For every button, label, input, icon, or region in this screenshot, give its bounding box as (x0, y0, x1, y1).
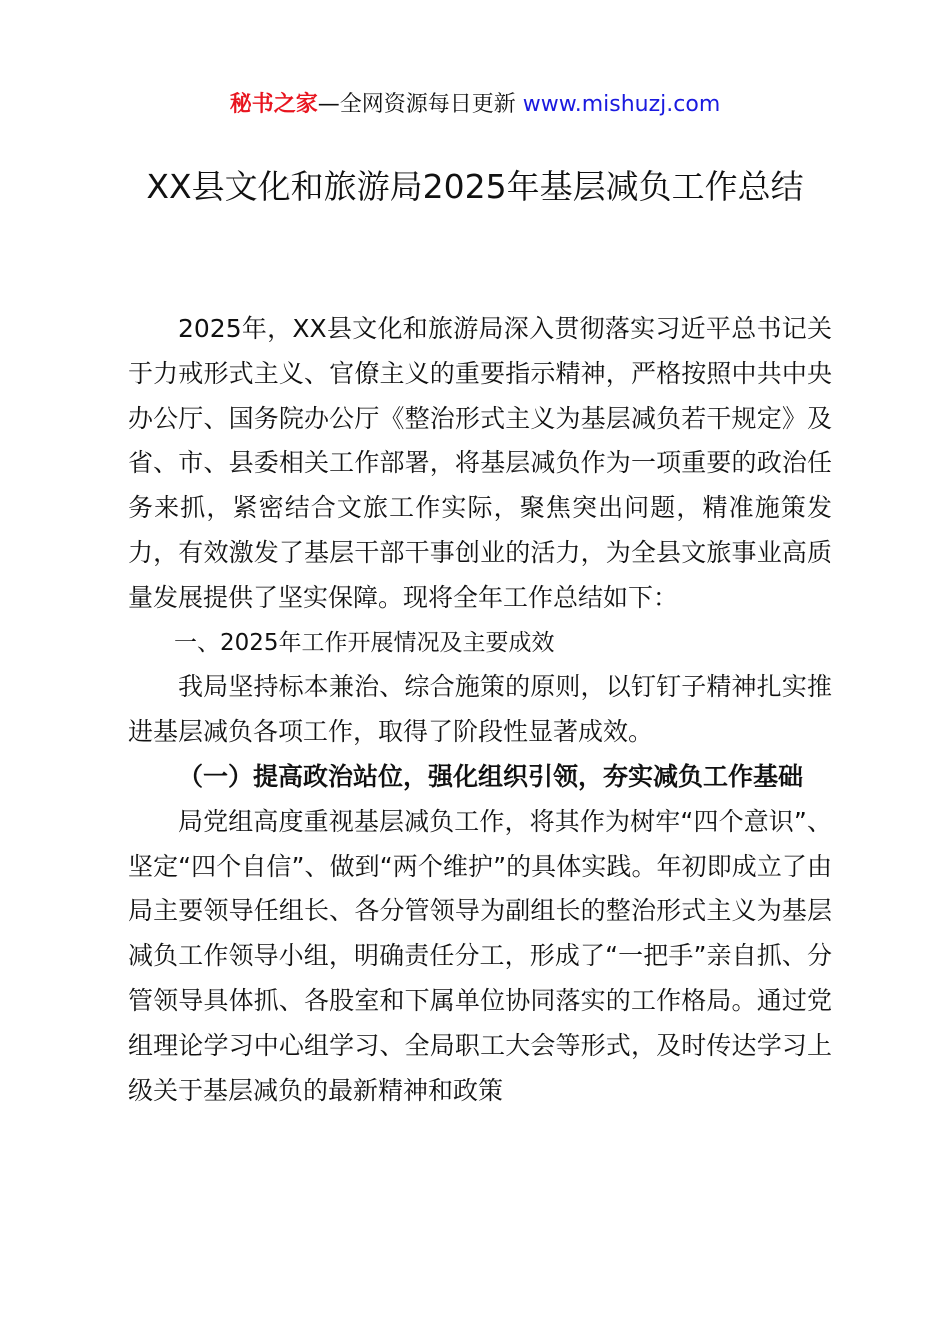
section-heading-1: 一、2025年工作开展情况及主要成效 (174, 629, 555, 656)
intro-paragraph: 2025年，XX县文化和旅游局深入贯彻落实习近平总书记关于力戒形式主义、官僚主义的重要指示精神，严格按照中共中央办公厅、国务院办公厅《整治形式主义为基层减负若干规定》及省、市、县委相关工作部署，将基层减负作为一项重要的政治任务来抓，紧密结合文旅工作实际，聚焦突出问题，精准施策发力，有效激发了基层干部干事创业的活力，为全县文旅事业高质量发展提供了坚实保障。现将全年工作总结如下： (128, 314, 832, 612)
section-1-paragraph: 我局坚持标本兼治、综合施策的原则，以钉钉子精神扎实推进基层减负各项工作，取得了阶段性显著成效。 (128, 672, 832, 747)
brand-name: 秘书之家 (229, 92, 318, 117)
subsection-heading-1: （一）提高政治站位，强化组织引领，夯实减负工作基础 (178, 761, 804, 791)
site-url-link[interactable]: www.mishuzj.com (522, 92, 721, 117)
site-banner (0, 88, 950, 122)
banner-tagline: —全网资源每日更新 (317, 92, 523, 117)
document-title: XX县文化和旅游局2025年基层减负工作总结 (146, 167, 804, 206)
subsection-1-paragraph: 局党组高度重视基层减负工作，将其作为树牢“四个意识”、坚定“四个自信”、做到“两个维护”的具体实践。年初即成立了由局主要领导任组长、各分管领导为副组长的整治形式主义为基层减负工作领导小组，明确责任分工，形成了“一把手”亲自抓、分管领导具体抓、各股室和下属单位协同落实的工作格局。通过党组理论学习中心组学习、全局职工大会等形式，及时传达学习上级关于基层减负的最新精神和政策 (128, 806, 832, 1105)
document-body (128, 307, 832, 1113)
